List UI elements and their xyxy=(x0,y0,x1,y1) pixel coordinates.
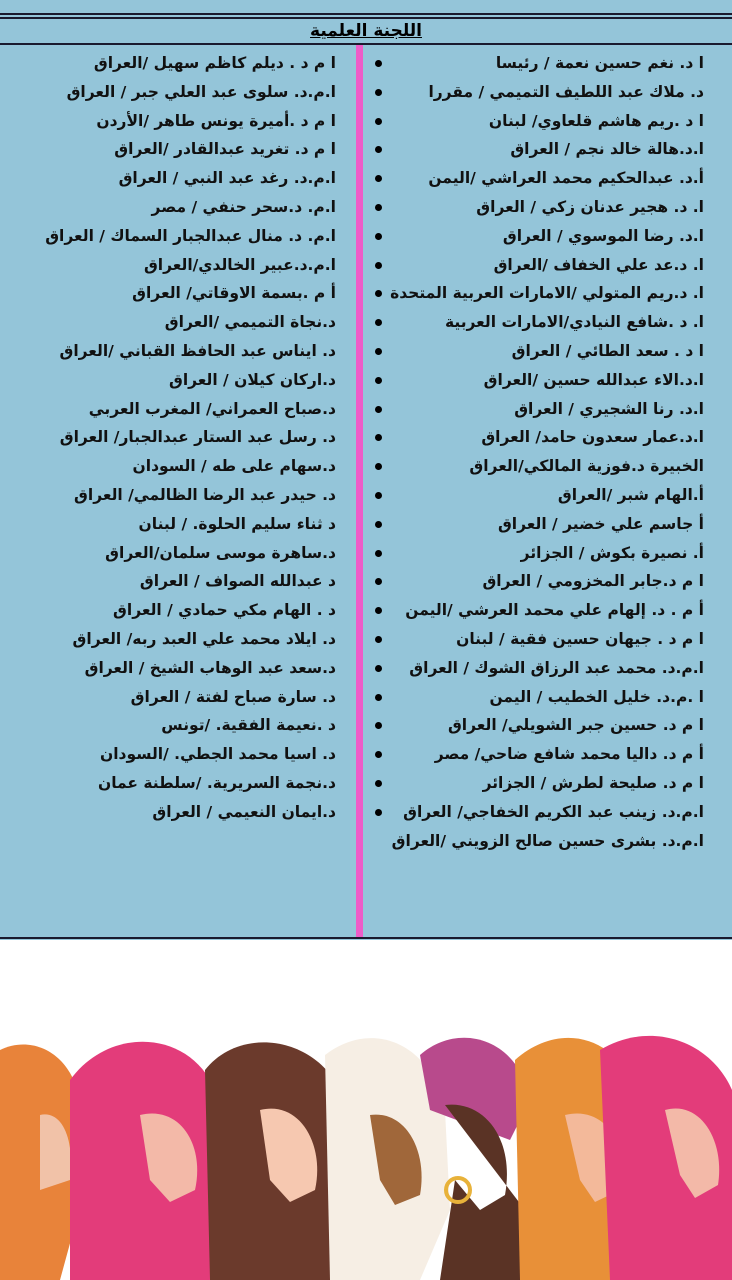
committee-member xyxy=(374,164,704,193)
committee-member xyxy=(374,107,704,136)
bullet-icon xyxy=(375,377,382,384)
member-name: ا م د.جابر المخزومي / العراق xyxy=(482,572,704,591)
committee-member xyxy=(374,683,704,712)
committee-member xyxy=(18,481,336,510)
bullet-icon xyxy=(375,89,382,96)
committee-member xyxy=(374,78,704,107)
bullet-icon xyxy=(375,233,382,240)
bullet-icon xyxy=(375,204,382,211)
member-name: د.سهام على طه / السودان xyxy=(132,457,336,476)
column-divider xyxy=(356,45,363,938)
member-name: ا.م.د. بشرى حسين صالح الزويني /العراق xyxy=(391,831,704,850)
committee-member xyxy=(374,481,704,510)
member-name: ا م د . ديلم كاظم سهيل /العراق xyxy=(93,54,336,72)
bullet-icon xyxy=(375,636,382,643)
committee-member xyxy=(374,769,704,798)
member-name: د. ايلاد محمد علي العبد ربه/ العراق xyxy=(72,629,336,648)
bullet-icon xyxy=(375,348,382,355)
member-name: د. رسل عبد الستار عبدالجبار/ العراق xyxy=(59,428,336,447)
committee-member xyxy=(374,740,704,769)
committee-member xyxy=(374,279,704,308)
member-name: ا. د.ريم المتولي /الامارات العربية المتحدة xyxy=(390,284,704,303)
committee-member xyxy=(374,567,704,596)
committee-member xyxy=(374,827,704,856)
committee-member xyxy=(18,510,336,539)
committee-member xyxy=(18,279,336,308)
member-name: ا.م. د.سحر حنفي / مصر xyxy=(151,197,336,216)
member-name: ا.د.هالة خالد نجم / العراق xyxy=(510,140,704,159)
committee-member xyxy=(374,308,704,337)
committee-member xyxy=(18,308,336,337)
committee-member xyxy=(374,135,704,164)
member-name: د. ملاك عبد اللطيف التميمي / مقررا xyxy=(428,82,704,101)
bullet-icon xyxy=(375,665,382,672)
member-name: د.ساهرة موسى سلمان/العراق xyxy=(105,543,336,562)
member-name: ا.م.د.عبير الخالدي/العراق xyxy=(143,255,336,274)
member-name: د.صباح العمراني/ المغرب العربي xyxy=(88,399,336,418)
member-name: د. ايناس عبد الحافظ القباني /العراق xyxy=(59,341,336,360)
member-name: د.نجاة التميمي /العراق xyxy=(164,313,336,332)
committee-member xyxy=(18,107,336,136)
bottom-rule xyxy=(0,937,732,939)
member-name: د. اسيا محمد الجطي. /السودان xyxy=(100,745,336,764)
member-name: ا.م.د. رغد عبد النبي / العراق xyxy=(118,169,336,188)
member-name: د. حيدر عبد الرضا الظالمي/ العراق xyxy=(74,485,336,504)
member-name: ا م د. حسين جبر الشويلي/ العراق xyxy=(447,716,704,735)
member-name: د.اركان كيلان / العراق xyxy=(168,370,336,389)
member-name: الخبيرة د.فوزية المالكي/العراق xyxy=(469,457,704,476)
member-name: ا. د. هجير عدنان زكي / العراق xyxy=(476,197,704,216)
member-name: ا .م.د. خليل الخطيب / اليمن xyxy=(489,687,704,706)
committee-member xyxy=(374,193,704,222)
member-name: أ.د. عبدالحكيم محمد العراشي /اليمن xyxy=(428,169,704,188)
committee-member xyxy=(18,798,336,827)
member-name: ا.م.د. محمد عبد الرزاق الشوك / العراق xyxy=(409,658,704,677)
bullet-icon xyxy=(375,809,382,816)
bullet-icon xyxy=(375,406,382,413)
committee-member xyxy=(374,539,704,568)
top-rule xyxy=(0,13,732,15)
member-name: ا. د .شافع النيادي/الامارات العربية xyxy=(444,313,704,332)
title-bar xyxy=(0,17,732,45)
member-name: ا.د. رنا الشجيري / العراق xyxy=(514,399,704,418)
committee-member xyxy=(374,596,704,625)
bullet-icon xyxy=(375,118,382,125)
committee-member xyxy=(18,625,336,654)
committee-member xyxy=(18,452,336,481)
member-name: ا م د . جيهان حسين فقية / لبنان xyxy=(456,629,704,648)
committee-member xyxy=(18,769,336,798)
page-title: اللجنة العلمية xyxy=(310,21,422,41)
member-name: ا. د.عد علي الخفاف /العراق xyxy=(493,255,704,274)
committee-member xyxy=(18,135,336,164)
bullet-icon xyxy=(375,694,382,701)
member-name: د ثناء سليم الحلوة. / لبنان xyxy=(138,514,336,533)
committee-member xyxy=(374,395,704,424)
member-name: د. سارة صباح لفتة / العراق xyxy=(130,687,336,706)
member-name: د عبدالله الصواف / العراق xyxy=(139,572,336,591)
committee-member xyxy=(18,193,336,222)
committee-member xyxy=(18,222,336,251)
bullet-icon xyxy=(375,780,382,787)
committee-member xyxy=(18,596,336,625)
committee-list-right xyxy=(374,49,704,855)
committee-member xyxy=(374,510,704,539)
bullet-icon xyxy=(375,521,382,528)
bullet-icon xyxy=(375,262,382,269)
committee-member xyxy=(18,711,336,740)
committee-member xyxy=(374,251,704,280)
committee-member xyxy=(18,567,336,596)
member-name: ا م د. تغريد عبدالقادر /العراق xyxy=(114,140,336,159)
committee-member xyxy=(374,625,704,654)
committee-member xyxy=(18,395,336,424)
member-name: أ م .بسمة الاوقاتي/ العراق xyxy=(132,284,336,303)
member-name: د.نجمة السريرية. /سلطنة عمان xyxy=(97,773,336,792)
committee-member xyxy=(18,251,336,280)
committee-member xyxy=(18,78,336,107)
committee-member xyxy=(18,49,336,78)
member-name: أ م . د. إلهام علي محمد العرشي /اليمن xyxy=(405,601,704,620)
committee-member xyxy=(18,740,336,769)
member-name: د . الهام مكي حمادي / العراق xyxy=(113,601,336,620)
committee-member xyxy=(374,711,704,740)
member-name: ا م د .أميرة يونس طاهر /الأردن xyxy=(96,111,336,130)
committee-member xyxy=(18,539,336,568)
committee-member xyxy=(18,337,336,366)
committee-member xyxy=(374,222,704,251)
member-name: أ م د. داليا محمد شافع ضاحي/ مصر xyxy=(434,745,704,764)
member-name: ا.م. د. منال عبدالجبار السماك / العراق xyxy=(45,226,336,245)
member-name: ا.د.الاء عبدالله حسين /العراق xyxy=(483,370,704,389)
member-name: ا د. نغم حسين نعمة / رئيسا xyxy=(495,54,704,72)
committee-member xyxy=(374,337,704,366)
member-name: ا.م.د. زينب عبد الكريم الخفاجي/ العراق xyxy=(403,802,704,821)
bullet-icon xyxy=(375,60,382,67)
women-profiles-illustration xyxy=(0,940,732,1280)
committee-member xyxy=(374,654,704,683)
committee-member xyxy=(374,49,704,78)
member-name: أ. نصيرة بكوش / الجزائر xyxy=(520,543,704,562)
member-name: أ جاسم علي خضير / العراق xyxy=(497,514,704,533)
member-name: ا م د. صليحة لطرش / الجزائر xyxy=(482,773,704,792)
committee-member xyxy=(18,423,336,452)
member-name: ا.م.د. سلوى عبد العلي جبر / العراق xyxy=(66,82,336,101)
member-name: ا.د. رضا الموسوي / العراق xyxy=(502,226,704,245)
committee-member xyxy=(18,654,336,683)
member-name: د .نعيمة الفقية. /تونس xyxy=(161,716,336,735)
committee-list-left xyxy=(18,49,336,827)
committee-member xyxy=(374,452,704,481)
bullet-icon xyxy=(375,492,382,499)
member-name: ا د .ريم هاشم قلعاوي/ لبنان xyxy=(488,111,704,130)
member-name: د.ايمان النعيمي / العراق xyxy=(152,802,336,821)
committee-member xyxy=(374,798,704,827)
committee-member xyxy=(18,164,336,193)
bullet-icon xyxy=(375,550,382,557)
committee-member xyxy=(18,366,336,395)
committee-member xyxy=(18,683,336,712)
member-name: أ.الهام شبر /العراق xyxy=(557,485,704,504)
member-name: ا د . سعد الطائي / العراق xyxy=(511,341,704,360)
committee-member xyxy=(374,423,704,452)
committee-member xyxy=(374,366,704,395)
member-name: ا.د.عمار سعدون حامد/ العراق xyxy=(481,428,704,447)
member-name: د.سعد عبد الوهاب الشيخ / العراق xyxy=(84,658,336,677)
